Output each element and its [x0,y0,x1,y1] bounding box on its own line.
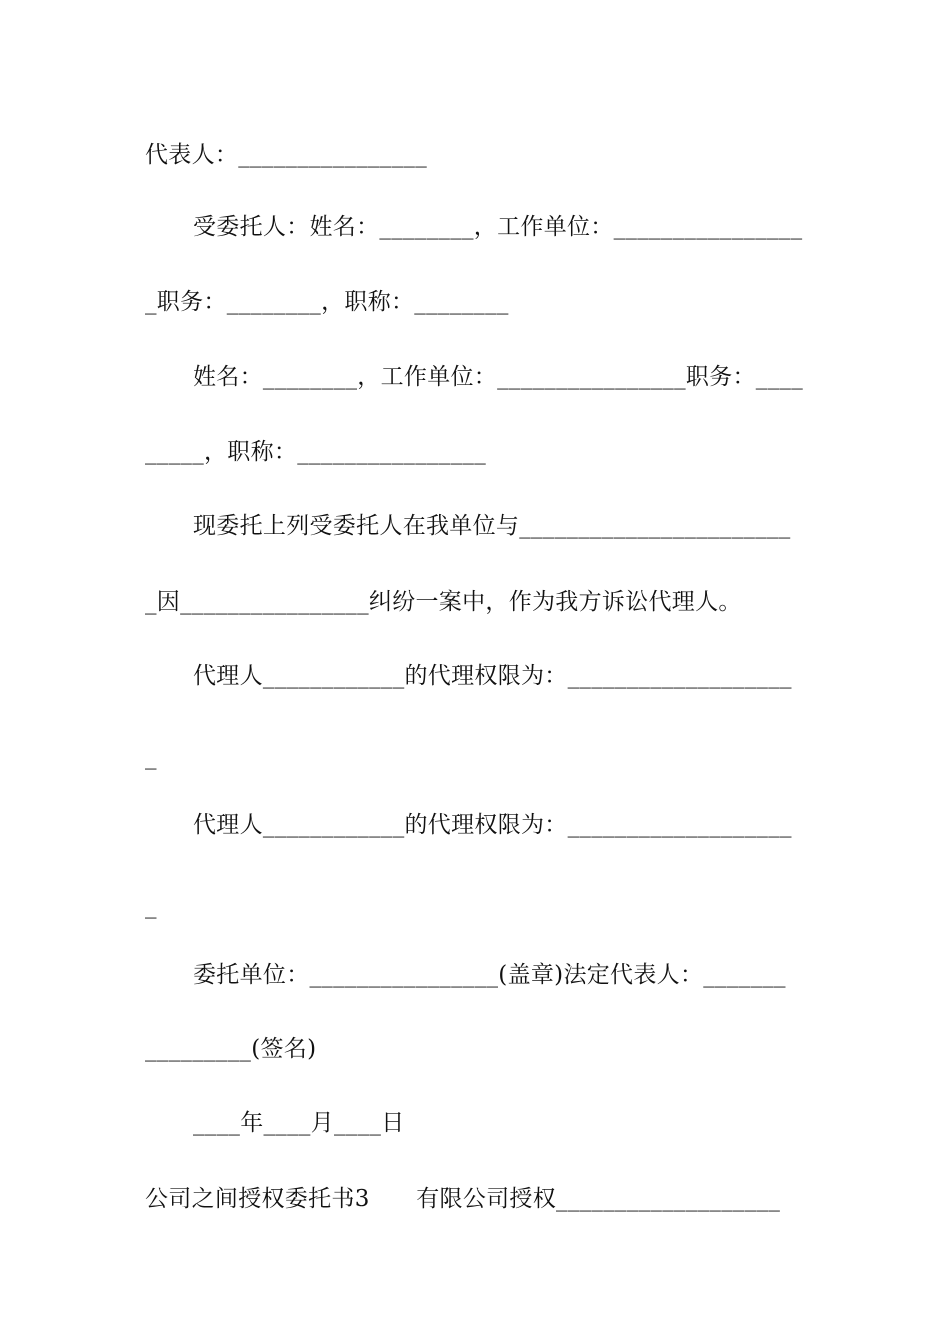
dispute-line: _因________________纠纷一案中，作为我方诉讼代理人。 [145,589,742,615]
second-trustee-line: 姓名：________，工作单位：________________职务：____ [193,364,803,390]
entrustment-line: 现委托上列受委托人在我单位与_______________________ [193,513,791,539]
date-line: ____年____月____日 [193,1110,405,1136]
next-section-heading: 公司之间授权委托书3 有限公司授权___________________ [145,1186,781,1212]
agent-authority-continuation-2: _ [145,893,157,919]
signature-line: _________(签名) [145,1036,317,1062]
trustee-position-line: _职务：________，职称：________ [145,289,509,315]
representative-line: 代表人：________________ [145,142,427,168]
agent-authority-line-1: 代理人____________的代理权限为：___________________ [193,663,792,689]
second-trustee-title-line: _____，职称：________________ [145,439,486,465]
agent-authority-line-2: 代理人____________的代理权限为：___________________ [193,812,792,838]
trustee-name-line: 受委托人：姓名：________，工作单位：________________ [193,214,803,240]
agent-authority-continuation-1: _ [145,744,157,770]
entrusting-unit-line: 委托单位：________________(盖章)法定代表人：_______ [193,962,786,988]
